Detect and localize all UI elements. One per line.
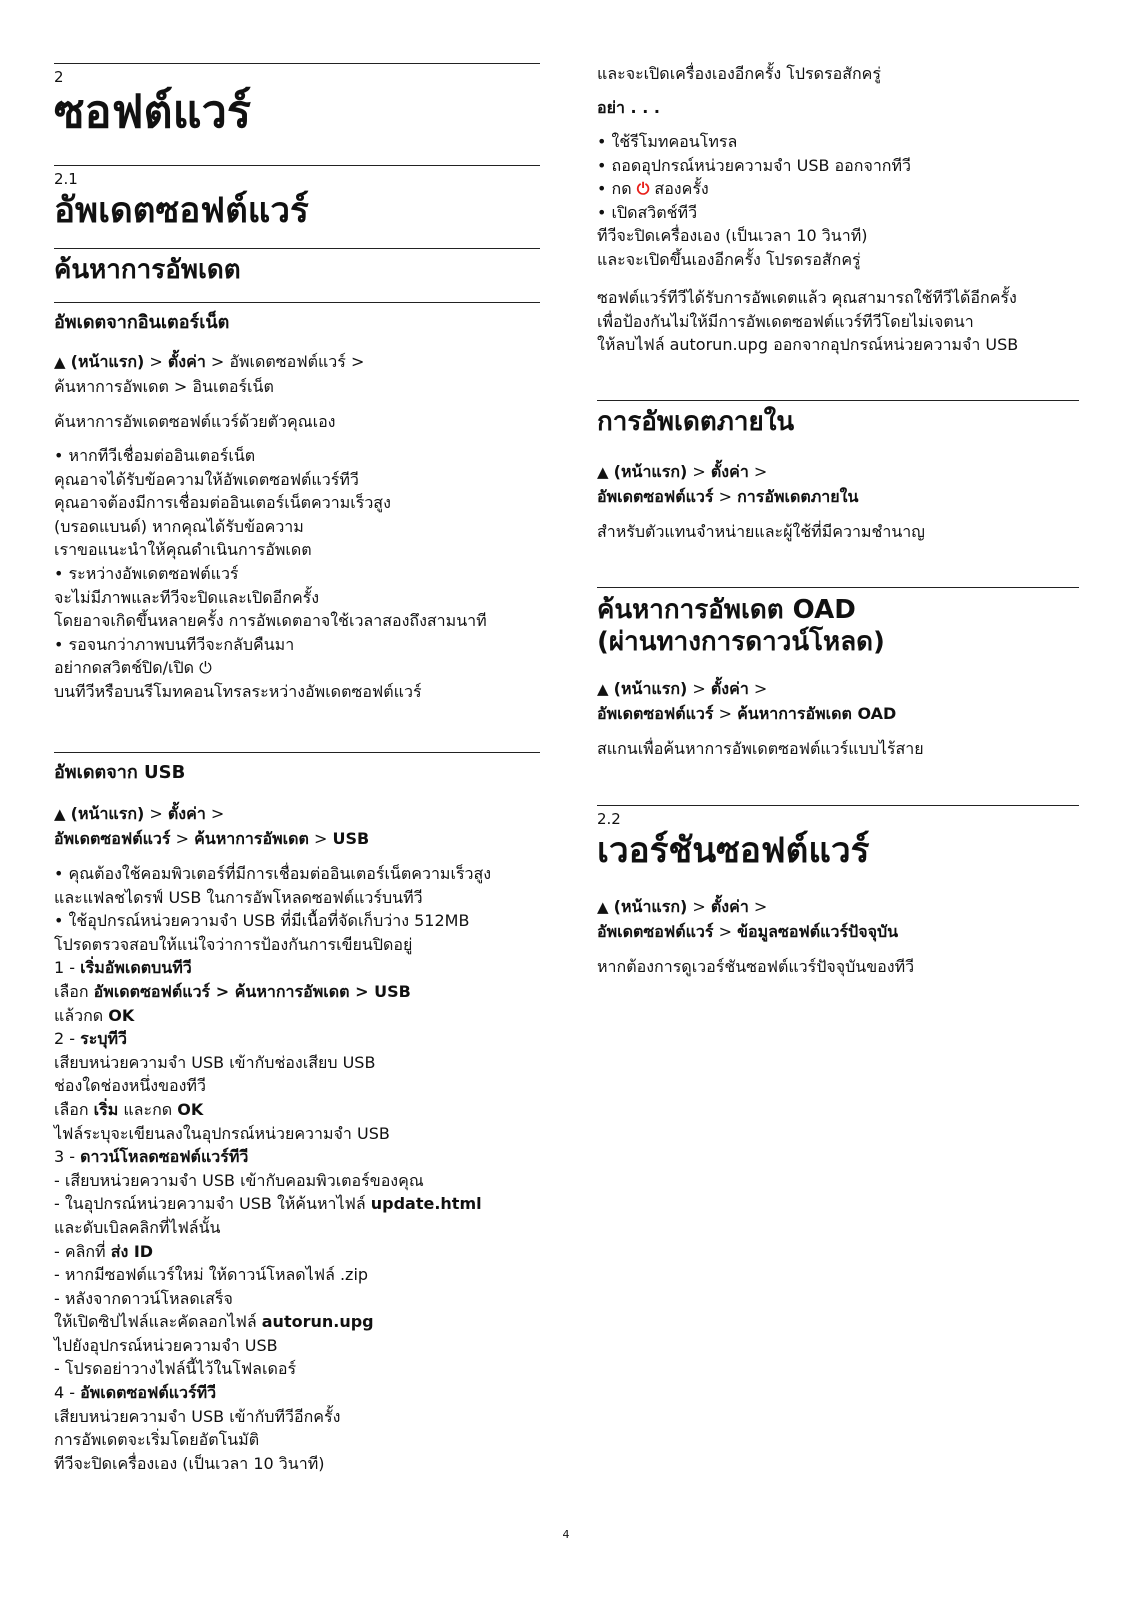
body-line: จะไม่มีภาพและทีวีจะปิดและเปิดอีกครั้ง: [54, 587, 320, 607]
path-sep: >: [205, 804, 225, 823]
internet-path: [54, 350, 540, 398]
body-text: - ในอุปกรณ์หน่วยความจำ USB ให้ค้นหาไฟล์: [54, 1194, 371, 1214]
body-line: อย่ากดสวิตช์ปิด/เปิด: [54, 658, 194, 678]
path-sep: >: [687, 679, 711, 698]
body-line: ไปยังอุปกรณ์หน่วยความจำ USB: [54, 1335, 278, 1355]
oad-rule: [597, 587, 1079, 588]
home-icon: ▲: [597, 898, 609, 916]
body-text: • กด: [597, 179, 637, 199]
body-text: - คลิกที่: [54, 1241, 111, 1261]
path-sep: >: [144, 352, 168, 371]
body-line: บนทีวีหรือบนรีโมทคอนโทรลระหว่างอัพเดตซอฟต์แวร์: [54, 681, 422, 701]
path-sep: >: [713, 486, 738, 506]
body-line: และดับเบิลคลิกที่ไฟล์นั้น: [54, 1217, 221, 1237]
step-number: 1 -: [54, 958, 81, 978]
body-line: การอัพเดตจะเริ่มโดยอัตโนมัติ: [54, 1430, 260, 1450]
chapter-number: 2: [54, 68, 64, 86]
ok-key: OK: [177, 1099, 204, 1119]
local-rule: [597, 400, 1079, 401]
body-line: (บรอดแบนด์) หากคุณได้รับข้อความ: [54, 516, 304, 536]
body-line: • ระหว่างอัพเดตซอฟต์แวร์: [54, 563, 239, 583]
body-line: เราขอแนะนำให้คุณดำเนินการอัพเดต: [54, 540, 312, 560]
path-home: (หน้าแรก): [613, 897, 688, 916]
path-settings: ตั้งค่า: [710, 897, 749, 916]
home-icon: ▲: [597, 680, 609, 698]
dont-heading: อย่า . . .: [597, 98, 660, 117]
button-name: ส่ง ID: [110, 1241, 154, 1261]
path-home: (หน้าแรก): [70, 804, 145, 823]
subsection-rule: [54, 248, 540, 249]
version-section-title: เวอร์ชันซอฟต์แวร์: [597, 831, 870, 871]
path-settings: ตั้งค่า: [167, 804, 206, 823]
home-icon: ▲: [54, 353, 66, 371]
body-text: แล้วกด: [54, 1005, 109, 1025]
path-oad: ค้นหาการอัพเดต OAD: [737, 703, 897, 723]
section-rule: [54, 165, 540, 166]
path-settings: ตั้งค่า: [710, 679, 749, 698]
local-update-title: การอัพเดตภายใน: [597, 407, 795, 437]
path-settings: ตั้งค่า: [710, 462, 749, 481]
path-search: ค้นหาการอัพเดต: [194, 828, 309, 848]
section-title: อัพเดตซอฟต์แวร์: [54, 191, 309, 231]
oad-title-line1: ค้นหาการอัพเดต OAD: [597, 595, 856, 625]
oad-title-line2: (ผ่านทางการดาวน์โหลด): [597, 627, 885, 657]
chapter-title: ซอฟต์แวร์: [54, 85, 252, 138]
body-line: • ใช้รีโมทคอนโทรล: [597, 132, 738, 151]
body-text: สองครั้ง: [649, 179, 709, 199]
body-line: • คุณต้องใช้คอมพิวเตอร์ที่มีการเชื่อมต่ออินเตอร์เน็ตความเร็วสูง: [54, 864, 492, 883]
usb-rule: [54, 752, 540, 753]
ok-key: OK: [108, 1005, 135, 1025]
body-line: • เปิดสวิตช์ทีวี: [597, 202, 698, 222]
body-line: • หากทีวีเชื่อมต่ออินเตอร์เน็ต: [54, 446, 256, 465]
path-software: อัพเดตซอฟต์แวร์: [54, 828, 171, 848]
menu-name: อัพเดตซอฟต์แวร์: [93, 981, 211, 1001]
body-line: โปรดตรวจสอบให้แน่ใจว่าการป้องกันการเขียนปิดอยู่: [54, 934, 413, 954]
version-path: [597, 895, 1079, 943]
step-title: เริ่มอัพเดตบนทีวี: [80, 958, 192, 978]
path-current-info: ข้อมูลซอฟต์แวร์ปัจจุบัน: [737, 921, 899, 941]
path-software: อัพเดตซอฟต์แวร์: [597, 921, 714, 941]
path-sep: >: [170, 828, 195, 848]
path-rest: > อัพเดตซอฟต์แวร์ >: [205, 352, 365, 371]
chapter-rule: [54, 63, 540, 64]
path-sep: >: [210, 981, 235, 1001]
local-desc: สำหรับตัวแทนจำหน่ายและผู้ใช้ที่มีความชำนาญ: [597, 522, 925, 541]
menu-name: ค้นหาการอัพเดต: [234, 981, 350, 1001]
body-line: คุณอาจได้รับข้อความให้อัพเดตซอฟต์แวร์ทีวี: [54, 469, 359, 489]
usb-path: [54, 802, 540, 850]
internet-rule: [54, 302, 540, 303]
body-line: • ใช้อุปกรณ์หน่วยความจำ USB ที่มีเนื้อที่จัดเก็บว่าง 512MB: [54, 911, 470, 931]
body-line: ทีวีจะปิดเครื่องเอง (เป็นเวลา 10 วินาที): [54, 1453, 325, 1473]
body-line: คุณอาจต้องมีการเชื่อมต่ออินเตอร์เน็ตความเร็วสูง: [54, 493, 391, 513]
usb-body: [54, 862, 540, 1475]
subsection-title: ค้นหาการอัพเดต: [54, 255, 241, 285]
menu-name: เริ่ม: [93, 1099, 119, 1119]
version-desc: หากต้องการดูเวอร์ชันซอฟต์แวร์ปัจจุบันของทีวี: [597, 957, 915, 976]
path-line2: ค้นหาการอัพเดต > อินเตอร์เน็ต: [54, 376, 274, 396]
body-line: ซอฟต์แวร์ทีวีได้รับการอัพเดตแล้ว คุณสามารถใช้ทีวีได้อีกครั้ง: [597, 288, 1017, 307]
path-sep: >: [687, 462, 711, 481]
body-line: ให้ลบไฟล์ autorun.upg ออกจากอุปกรณ์หน่วยความจำ USB: [597, 335, 1019, 355]
body-line: - เสียบหน่วยความจำ USB เข้ากับคอมพิวเตอร์ของคุณ: [54, 1170, 424, 1190]
step-number: 2 -: [54, 1029, 81, 1049]
path-settings: ตั้งค่า: [167, 352, 206, 371]
body-line: ช่องใดช่องหนึ่งของทีวี: [54, 1076, 206, 1096]
path-sep: >: [748, 897, 768, 916]
step-number: 3 -: [54, 1147, 81, 1167]
path-software: อัพเดตซอฟต์แวร์: [597, 703, 714, 723]
path-local: การอัพเดตภายใน: [737, 486, 859, 506]
body-line: และจะเปิดขึ้นเองอีกครั้ง โปรดรอสักครู่: [597, 249, 861, 269]
step-number: 4 -: [54, 1383, 81, 1403]
dont-list: [597, 130, 1079, 272]
version-rule: [597, 805, 1079, 806]
internet-intro: ค้นหาการอัพเดตซอฟต์แวร์ด้วยตัวคุณเอง: [54, 412, 336, 431]
path-sep: >: [144, 804, 168, 823]
local-path: [597, 460, 1079, 508]
body-line: ทีวีจะปิดเครื่องเอง (เป็นเวลา 10 วินาที): [597, 226, 868, 246]
body-text: ให้เปิดซิปไฟล์และคัดลอกไฟล์: [54, 1312, 262, 1332]
body-text: เลือก: [54, 1099, 94, 1119]
path-sep: >: [748, 679, 768, 698]
file-name: update.html: [370, 1194, 482, 1214]
body-line: และแฟลชไดรฟ์ USB ในการอัพโหลดซอฟต์แวร์บนทีวี: [54, 887, 423, 907]
path-usb: USB: [332, 828, 370, 848]
body-line: - โปรดอย่าวางไฟล์นี้ไว้ในโฟลเดอร์: [54, 1359, 297, 1379]
oad-title: [597, 594, 1079, 658]
power-icon: ⏻: [636, 179, 650, 199]
page-number: 4: [562, 1528, 570, 1541]
file-name: autorun.upg: [261, 1312, 374, 1332]
home-icon: ▲: [597, 463, 609, 481]
path-sep: >: [349, 981, 375, 1001]
menu-name: USB: [374, 981, 411, 1001]
body-line: - หลังจากดาวน์โหลดเสร็จ: [54, 1288, 233, 1308]
internet-update-title: อัพเดตจากอินเตอร์เน็ต: [54, 312, 230, 333]
path-home: (หน้าแรก): [613, 462, 688, 481]
body-line: เพื่อป้องกันไม่ให้มีการอัพเดตซอฟต์แวร์ทีวีโดยไม่เจตนา: [597, 311, 974, 331]
oad-path: [597, 677, 1079, 725]
body-line: • รอจนกว่าภาพบนทีวีจะกลับคืนมา: [54, 634, 295, 654]
version-section-number: 2.2: [597, 810, 621, 828]
body-text: และกด: [118, 1099, 178, 1119]
body-line: โดยอาจเกิดขึ้นหลายครั้ง การอัพเดตอาจใช้เวลาสองถึงสามนาที: [54, 611, 487, 631]
body-text: เลือก: [54, 981, 94, 1001]
path-sep: >: [713, 921, 738, 941]
body-line: - หากมีซอฟต์แวร์ใหม่ ให้ดาวน์โหลดไฟล์ .zip: [54, 1265, 369, 1285]
usb-update-title: อัพเดตจาก USB: [54, 762, 186, 783]
path-software: อัพเดตซอฟต์แวร์: [597, 486, 714, 506]
path-sep: >: [713, 703, 738, 723]
step-title: ดาวน์โหลดซอฟต์แวร์ทีวี: [80, 1147, 249, 1167]
section-number: 2.1: [54, 170, 78, 188]
power-icon: ⏻: [199, 658, 212, 678]
step-title: ระบุทีวี: [80, 1029, 127, 1049]
step-title: อัพเดตซอฟต์แวร์ทีวี: [80, 1383, 217, 1403]
path-home: (หน้าแรก): [613, 679, 688, 698]
path-home: (หน้าแรก): [70, 352, 145, 371]
path-sep: >: [748, 462, 768, 481]
body-line: • ถอดอุปกรณ์หน่วยความจำ USB ออกจากทีวี: [597, 155, 912, 175]
continued-text: และจะเปิดเครื่องเองอีกครั้ง โปรดรอสักครู่: [597, 64, 881, 83]
body-line: เสียบหน่วยความจำ USB เข้ากับทีวีอีกครั้ง: [54, 1406, 341, 1426]
home-icon: ▲: [54, 805, 66, 823]
internet-body: [54, 444, 540, 704]
path-sep: >: [687, 897, 711, 916]
body-line: ไฟล์ระบุจะเขียนลงในอุปกรณ์หน่วยความจำ USB: [54, 1123, 390, 1143]
done-paragraph: [597, 286, 1079, 357]
oad-desc: สแกนเพื่อค้นหาการอัพเดตซอฟต์แวร์แบบไร้สาย: [597, 739, 924, 758]
path-sep: >: [308, 828, 333, 848]
body-line: เสียบหน่วยความจำ USB เข้ากับช่องเสียบ USB: [54, 1052, 376, 1072]
